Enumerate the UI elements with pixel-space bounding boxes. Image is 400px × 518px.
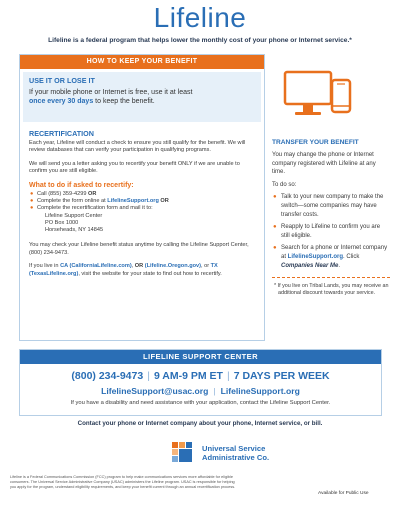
support-center-panel — [19, 349, 382, 416]
support-online-line — [20, 386, 381, 396]
or-label: OR — [134, 263, 144, 270]
support-website-link[interactable]: LifelineSupport.org — [220, 386, 300, 396]
use-it-text: If your mobile phone or Internet is free, use it at least — [29, 89, 193, 96]
transfer-step-text: Search for a phone or Internet company at — [281, 245, 388, 260]
state-note-text: , visit the website for your state to find out how to recertify. — [78, 270, 222, 277]
page-title: Lifeline — [153, 2, 247, 33]
separator: | — [213, 386, 216, 396]
support-days: 7 DAYS PER WEEK — [233, 370, 330, 382]
divider — [272, 277, 390, 278]
bullet-icon: ● — [273, 224, 277, 231]
transfer-intro: You may change the phone or Internet company registered with Lifeline at any time. — [272, 152, 376, 176]
state-note — [29, 263, 255, 278]
support-center-header: LIFELINE SUPPORT CENTER — [20, 350, 381, 364]
transfer-step-text: . — [338, 262, 341, 269]
or-label: OR — [158, 198, 169, 205]
usac-logo-text — [202, 444, 269, 462]
disability-note: If you have a disability and need assistance with your application, contact the Lifeline Support Center. — [70, 400, 331, 406]
page-subtitle: Lifeline is a federal program that helps lower the monthly cost of your phone or Internet service.* — [48, 37, 352, 44]
lifeline-support-link[interactable]: LifelineSupport.org — [107, 198, 159, 205]
support-phone[interactable]: (800) 234-9473 — [71, 370, 144, 382]
transfer-to-do: To do so: — [272, 181, 297, 188]
recert-para-1: Each year, Lifeline will conduct a check to ensure you still qualify for the benefit. We will review databases that can verify your participation in qualifying programs. — [29, 140, 246, 154]
bullet-icon: ● — [273, 245, 277, 252]
transfer-section — [272, 151, 390, 298]
mailing-address — [29, 213, 255, 235]
transfer-step-text: . Click — [343, 253, 360, 260]
recertify-steps-list — [29, 191, 255, 213]
list-item — [29, 205, 255, 212]
bullet-icon: ● — [273, 194, 277, 201]
usac-line: Universal Service — [202, 444, 266, 453]
footnote: Lifeline is a Federal Communications Commission (FCC) program to help make communications services more affordable for eligible consumers. The Universal Service Administrative Company (USAC) administers the Lifeline program. USAC is responsible for helping you apply for the program, understand eligibility requirements, and keep your benefit current through an annual recertification process. — [10, 475, 236, 489]
bullet-icon: ● — [30, 205, 34, 212]
contact-line: Contact your phone or Internet company about your phone, Internet service, or bill. — [77, 420, 323, 427]
list-item — [272, 193, 390, 219]
state-note-text: , or — [201, 263, 211, 270]
use-it-highlight: once every 30 days — [29, 98, 94, 105]
address-line: Horseheads, NY 14845 — [45, 227, 104, 234]
list-item — [272, 244, 390, 270]
tribal-note: * If you live on Tribal Lands, you may receive an additional discount towards your service. — [274, 283, 389, 297]
separator: | — [226, 370, 230, 382]
list-item — [29, 198, 255, 205]
use-it-body — [29, 88, 255, 106]
step-call: Call (855) 359-4299 — [37, 190, 88, 197]
transfer-step-text: Reapply to Lifeline to confirm you are still eligible. — [281, 224, 381, 239]
recertify-steps-title: What to do if asked to recertify: — [29, 181, 134, 189]
list-item — [272, 223, 390, 240]
availability-note: Available for Public Use — [318, 491, 369, 496]
bullet-icon: ● — [30, 190, 34, 197]
recert-title: RECERTIFICATION — [29, 129, 94, 138]
or-label: OR — [88, 190, 97, 197]
transfer-step-text: Talk to your new company to make the switch—some companies may have transfer costs. — [281, 194, 384, 218]
step-mail: Complete the recertification form and mail it to: — [37, 205, 153, 212]
lifeline-support-link[interactable]: LifelineSupport.org — [287, 253, 344, 260]
california-link[interactable]: CA (CaliforniaLifeline.com) — [60, 263, 132, 270]
check-status-text: You may check your Lifeline benefit status anytime by calling the Lifeline Support Center, (800) 234-9473. — [29, 242, 249, 256]
companies-near-me-label: Companies Near Me — [281, 262, 339, 269]
support-email-link[interactable]: LifelineSupport@usac.org — [101, 386, 209, 396]
address-line: PO Box 1000 — [45, 220, 79, 227]
bullet-icon: ● — [30, 198, 34, 205]
keep-benefit-panel — [19, 54, 265, 341]
oregon-link[interactable]: (Lifeline.Oregon.gov) — [144, 263, 201, 270]
devices-icon — [283, 66, 353, 124]
usac-logo-icon — [169, 438, 199, 468]
use-it-title: USE IT OR LOSE IT — [29, 76, 95, 85]
keep-benefit-header: HOW TO KEEP YOUR BENEFIT — [20, 55, 264, 69]
use-it-text-end: to keep the benefit. — [93, 98, 155, 105]
list-item — [29, 191, 255, 198]
transfer-steps-list — [272, 193, 390, 270]
recert-para-2: We will send you a letter asking you to recertify your benefit ONLY if we are unable to confirm you are still eligible. — [29, 160, 240, 175]
use-it-box — [23, 72, 261, 122]
state-note-text: If you live in — [29, 263, 61, 270]
separator: | — [147, 370, 150, 382]
state-note-text: , — [131, 263, 135, 270]
transfer-title: TRANSFER YOUR BENEFIT — [272, 139, 359, 146]
support-hours: 9 AM-9 PM ET — [153, 370, 223, 382]
address-line: Lifeline Support Center — [45, 212, 103, 219]
step-online: Complete the form online at — [37, 198, 108, 205]
usac-line: Administrative Co. — [202, 453, 270, 462]
texas-link[interactable]: TX (TexasLifeline.org) — [29, 263, 218, 277]
support-contact-line — [20, 370, 381, 382]
